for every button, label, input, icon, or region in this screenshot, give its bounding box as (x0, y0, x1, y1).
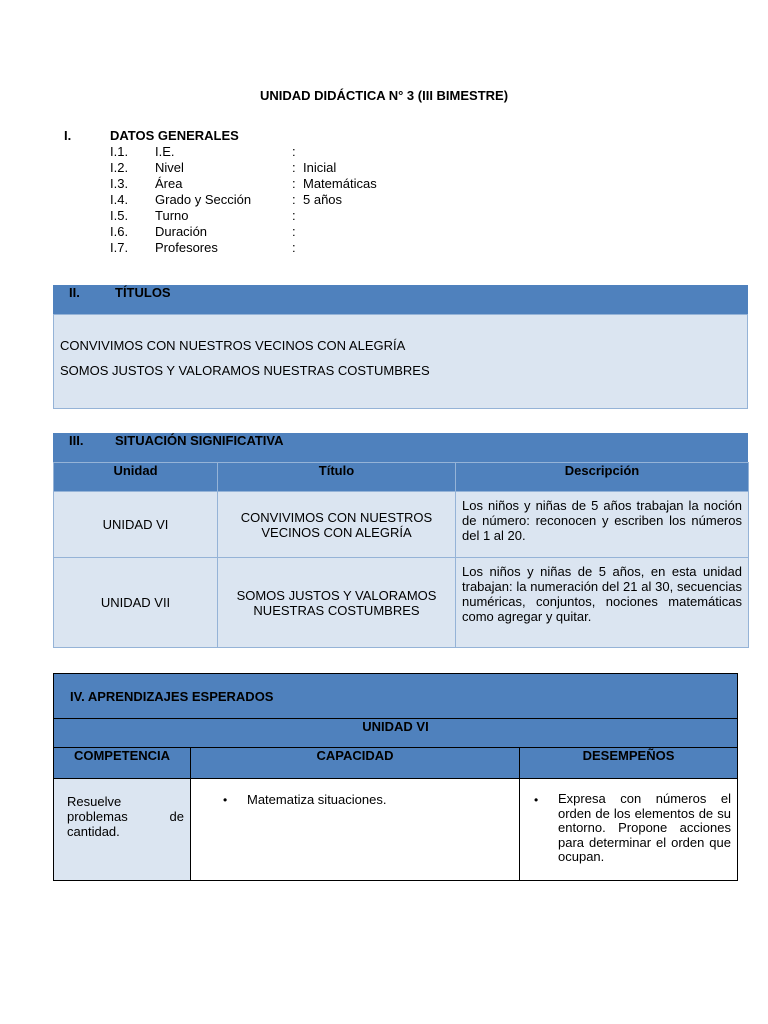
section-heading-datos: DATOS GENERALES (110, 128, 239, 143)
situacion-table (53, 462, 749, 648)
section-number-titulos: II. (69, 285, 80, 300)
column-header-capacidad: CAPACIDAD (191, 748, 520, 778)
column-header-titulo: Título (218, 463, 456, 492)
bullet-icon: • (534, 793, 539, 807)
row-value: Matemáticas (303, 176, 377, 191)
row-colon: : (292, 224, 296, 239)
row-number: I.1. (110, 144, 129, 159)
cell-descripcion: Los niños y niñas de 5 años, en esta unidad trabajan: la numeración del 21 al 30, secuencias numéricas, conjuntos, nociones matemáticas como agregar y quitar. (456, 558, 749, 648)
row-number: I.7. (110, 240, 129, 255)
cell-titulo: CONVIVIMOS CON NUESTROS VECINOS CON ALEGRÍA (218, 492, 456, 558)
cell-unidad: UNIDAD VII (54, 558, 218, 648)
row-number: I.4. (110, 192, 129, 207)
datos-row (110, 144, 510, 160)
datos-row (110, 240, 510, 256)
cell-titulo: SOMOS JUSTOS Y VALORAMOS NUESTRAS COSTUMBRES (218, 558, 456, 648)
row-value: 5 años (303, 192, 343, 207)
section-heading-situacion: SITUACIÓN SIGNIFICATIVA (115, 433, 284, 448)
datos-row (110, 224, 510, 240)
section-number-situacion: III. (69, 433, 84, 448)
row-colon: : (292, 176, 296, 191)
datos-row (110, 208, 510, 224)
titulo-item: SOMOS JUSTOS Y VALORAMOS NUESTRAS COSTUMBRES (60, 363, 430, 378)
aprendizajes-table (53, 673, 738, 881)
titulos-header-bar (53, 285, 748, 314)
table-row (54, 492, 749, 558)
row-label: I.E. (155, 144, 175, 159)
bullet-icon: • (223, 793, 228, 807)
row-colon: : (292, 160, 296, 175)
row-colon: : (292, 208, 296, 223)
unit-label: UNIDAD VI (362, 719, 429, 734)
cell-unidad: UNIDAD VI (54, 492, 218, 558)
cell-desempenos (520, 779, 737, 880)
row-colon: : (292, 240, 296, 255)
row-number: I.2. (110, 160, 129, 175)
cell-competencia: Resuelve problemas de cantidad. (54, 779, 191, 880)
situacion-header-bar (53, 433, 748, 462)
row-colon: : (292, 144, 296, 159)
datos-row (110, 192, 510, 208)
table-row (54, 779, 737, 880)
table-row (54, 558, 749, 648)
row-number: I.3. (110, 176, 129, 191)
column-header-desempenos: DESEMPEÑOS (520, 748, 737, 778)
row-colon: : (292, 192, 296, 207)
section-number-datos: I. (64, 128, 72, 143)
row-number: I.6. (110, 224, 129, 239)
column-header-descripcion: Descripción (456, 463, 749, 492)
aprendizajes-header (54, 674, 737, 719)
titulos-panel (53, 314, 748, 409)
section-heading-titulos: TÍTULOS (115, 285, 171, 300)
column-header-competencia: COMPETENCIA (54, 748, 191, 778)
section-heading-aprendizajes: IV. APRENDIZAJES ESPERADOS (70, 689, 274, 704)
cell-capacidad (191, 779, 520, 880)
datos-row (110, 160, 510, 176)
row-label: Profesores (155, 240, 218, 255)
capacidad-item: Matematiza situaciones. (247, 792, 387, 807)
desempeno-item: Expresa con números el orden de los elementos de su entorno. Propone acciones para determinar el orden que ocupan. (558, 791, 731, 864)
cell-descripcion: Los niños y niñas de 5 años trabajan la noción de número: reconocen y escriben los números del 1 al 20. (456, 492, 749, 558)
row-label: Nivel (155, 160, 184, 175)
row-label: Grado y Sección (155, 192, 252, 207)
titulo-item: CONVIVIMOS CON NUESTROS VECINOS CON ALEGRÍA (60, 338, 406, 353)
row-label: Área (155, 176, 183, 191)
document-title: UNIDAD DIDÁCTICA N° 3 (III BIMESTRE) (259, 88, 509, 103)
row-label: Duración (155, 224, 208, 239)
table-header-row (54, 463, 749, 492)
column-header-unidad: Unidad (54, 463, 218, 492)
row-value: Inicial (303, 160, 337, 175)
row-number: I.5. (110, 208, 129, 223)
datos-row (110, 176, 510, 192)
row-label: Turno (155, 208, 189, 223)
columns-header-row (54, 748, 737, 779)
unit-header (54, 719, 737, 748)
